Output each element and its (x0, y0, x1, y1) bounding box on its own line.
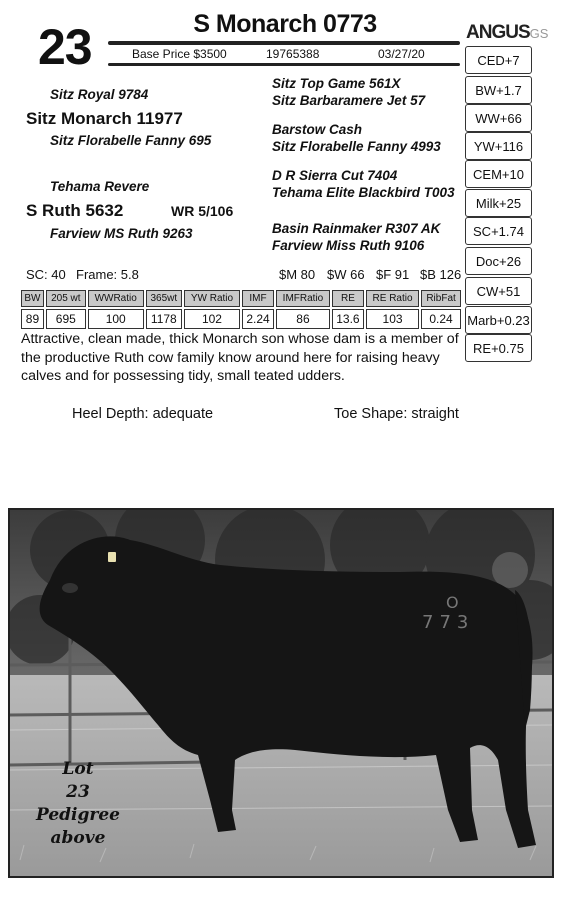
pedigree-sds: Barstow Cash (272, 122, 363, 137)
angus-logo (466, 22, 548, 44)
pedigree-dam-sire: Tehama Revere (50, 179, 150, 194)
header-subrow (108, 47, 460, 62)
epd-yw: YW+116 (465, 132, 532, 160)
perf-value-cell: 695 (46, 309, 86, 329)
index-w: $W 66 (327, 267, 365, 282)
epd-sc: SC+1.74 (465, 217, 532, 245)
dam-weaning-record: WR 5/106 (171, 203, 234, 219)
title-divider-top (108, 41, 460, 45)
epd-ced: CED+7 (465, 46, 532, 74)
pedigree-ssd: Sitz Barbaramere Jet 57 (272, 93, 426, 108)
pedigree-dsd: Tehama Elite Blackbird T003 (272, 185, 455, 200)
animal-name-title: S Monarch 0773 (193, 10, 377, 38)
pedigree-sss: Sitz Top Game 561X (272, 76, 401, 91)
base-price: Base Price $3500 (132, 47, 227, 61)
epd-doc: Doc+26 (465, 247, 532, 275)
photo-caption-line: 23 (66, 782, 90, 802)
perf-value-cell: 86 (276, 309, 330, 329)
pedigree-dam-dam: Farview MS Ruth 9263 (50, 226, 193, 241)
frame-score: Frame: 5.8 (76, 267, 139, 282)
toe-shape: Toe Shape: straight (334, 406, 459, 422)
perf-value-cell: 13.6 (332, 309, 364, 329)
scrotal-circumference: SC: 40 (26, 267, 66, 282)
index-m: $M 80 (279, 267, 316, 282)
perf-header-cell: IMFRatio (276, 290, 330, 307)
epd-cem: CEM+10 (465, 160, 532, 188)
angus-logo-text: ANGUS (466, 22, 530, 43)
epd-marb: Marb+0.23 (465, 306, 532, 334)
perf-value-cell: 89 (21, 309, 44, 329)
perf-value-cell: 100 (88, 309, 144, 329)
photo-caption-line: Lot (62, 759, 94, 779)
heel-depth: Heel Depth: adequate (72, 406, 214, 422)
epd-cw: CW+51 (465, 277, 532, 305)
perf-header-cell: YW Ratio (184, 290, 240, 307)
pedigree-sire-dam: Sitz Florabelle Fanny 695 (50, 133, 212, 148)
pedigree-sire-sire: Sitz Royal 9784 (50, 87, 149, 102)
photo-caption (28, 758, 128, 850)
performance-table (19, 288, 463, 331)
perf-header-cell: 205 wt (46, 290, 86, 307)
performance-header-row (21, 290, 461, 307)
perf-header-cell: 365wt (146, 290, 182, 307)
hide-brand-number: 773 (422, 612, 475, 633)
ear-tag-mark: O (446, 593, 459, 612)
perf-header-cell: WWRatio (88, 290, 144, 307)
perf-header-cell: BW (21, 290, 44, 307)
perf-value-cell: 2.24 (242, 309, 274, 329)
registration-number: 19765388 (266, 47, 320, 61)
performance-value-row (21, 309, 461, 329)
pedigree-dam: S Ruth 5632 (26, 201, 124, 220)
pedigree-ddd: Farview Miss Ruth 9106 (272, 238, 425, 253)
ear-tag-icon (108, 552, 116, 562)
pedigree-sire: Sitz Monarch 11977 (26, 109, 183, 128)
lot-description: Attractive, clean made, thick Monarch son whose dam is a member of the productive Ruth cow family know around here for raising heavy calves and for possessing tidy, small teated udders. (21, 331, 459, 384)
perf-value-cell: 102 (184, 309, 240, 329)
pedigree-dds: Basin Rainmaker R307 AK (272, 221, 441, 236)
pedigree-dss: D R Sierra Cut 7404 (272, 168, 398, 183)
angus-logo-suffix: GS (529, 26, 549, 41)
perf-header-cell: RE (332, 290, 364, 307)
perf-value-cell: 0.24 (421, 309, 461, 329)
index-f: $F 91 (376, 267, 410, 282)
perf-value-cell: 103 (366, 309, 419, 329)
index-b: $B 126 (420, 267, 462, 282)
pedigree-sdd: Sitz Florabelle Fanny 4993 (272, 139, 441, 154)
birth-date: 03/27/20 (378, 47, 425, 61)
epd-milk: Milk+25 (465, 189, 532, 217)
epd-ww: WW+66 (465, 104, 532, 132)
photo-caption-line: above (50, 828, 106, 848)
photo-caption-line: Pedigree (36, 805, 120, 825)
perf-value-cell: 1178 (146, 309, 182, 329)
epd-bw: BW+1.7 (465, 76, 532, 104)
perf-header-cell: IMF (242, 290, 274, 307)
perf-header-cell: RibFat (421, 290, 461, 307)
epd-re: RE+0.75 (465, 334, 532, 362)
perf-header-cell: RE Ratio (366, 290, 419, 307)
lot-number: 23 (38, 19, 92, 75)
title-divider-bottom (108, 63, 460, 66)
